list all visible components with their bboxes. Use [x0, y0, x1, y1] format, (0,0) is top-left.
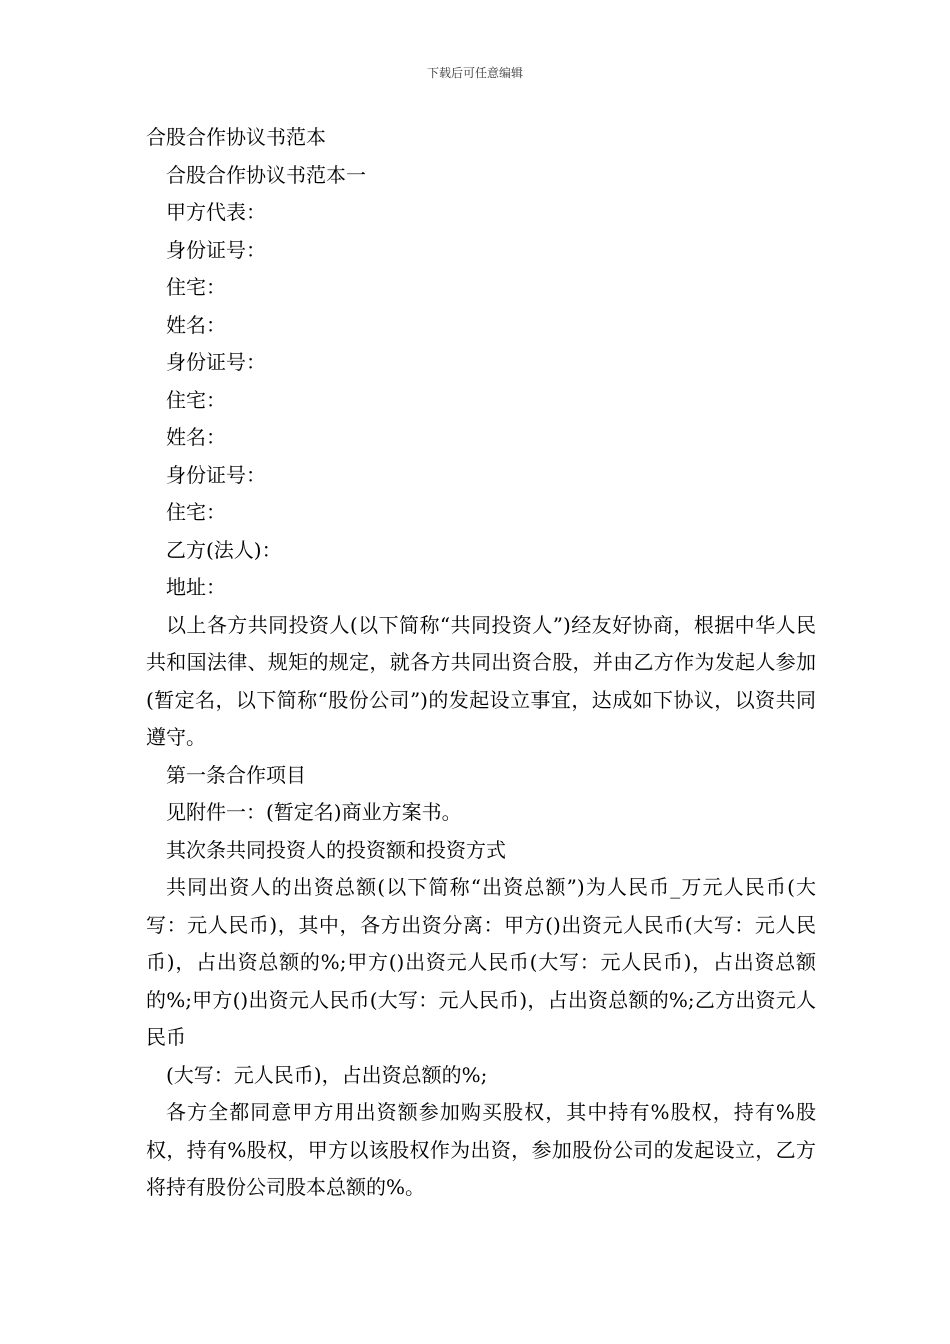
article-1-body: 见附件一：(暂定名)商业方案书。: [166, 800, 462, 824]
article-1-heading: 第一条合作项目: [166, 762, 306, 787]
id-number-field: 身份证号：: [166, 237, 266, 262]
article-2-paragraph: 各方全都同意甲方用出资额参加购买股权，其中持有%股权，持有%股权，持有%股权，甲方以该股权作为出资，参加股份公司的发起设立，乙方将持有股份公司股本总额的%。: [146, 1100, 816, 1199]
party-b-field: 乙方(法人)：: [166, 537, 282, 562]
residence-field: 住宅：: [166, 275, 226, 299]
name-field: 姓名：: [166, 312, 226, 337]
residence-field: 住宅：: [166, 500, 226, 524]
document-title: 合股合作协议书范本: [146, 125, 326, 149]
address-field: 地址：: [166, 575, 226, 599]
id-number-field: 身份证号：: [166, 462, 266, 487]
article-2-heading: 其次条共同投资人的投资额和投资方式: [166, 837, 506, 862]
name-field: 姓名：: [166, 425, 226, 449]
page-header-note: 下载后可任意编辑: [426, 66, 523, 80]
document-subtitle: 合股合作协议书范本一: [166, 162, 366, 187]
id-number-field: 身份证号：: [166, 350, 266, 374]
article-2-paragraph: 共同出资人的出资总额(以下简称“出资总额”)为人民币_万元人民币(大写：元人民币)，其中，各方出资分离：甲方()出资元人民币(大写：元人民币)，占出资总额的%;甲方()出资元人民币(大写：元人民币)，占出资总额的%;甲方()出资元人民币(大写：元人民币)，占出资总额的%;乙方出资元人民币: [146, 875, 816, 1049]
intro-paragraph: 以上各方共同投资人(以下简称“共同投资人”)经友好协商，根据中华人民共和国法律、规矩的规定，就各方共同出资合股，并由乙方作为发起人参加(暂定名，以下简称“股份公司”)的发起设立事宜，达成如下协议，以资共同遵守。: [146, 612, 816, 749]
party-a-representative-field: 甲方代表：: [166, 200, 266, 224]
residence-field: 住宅：: [166, 387, 226, 412]
article-2-paragraph: (大写：元人民币)，占出资总额的%;: [166, 1062, 488, 1087]
document-body: [146, 119, 816, 1207]
